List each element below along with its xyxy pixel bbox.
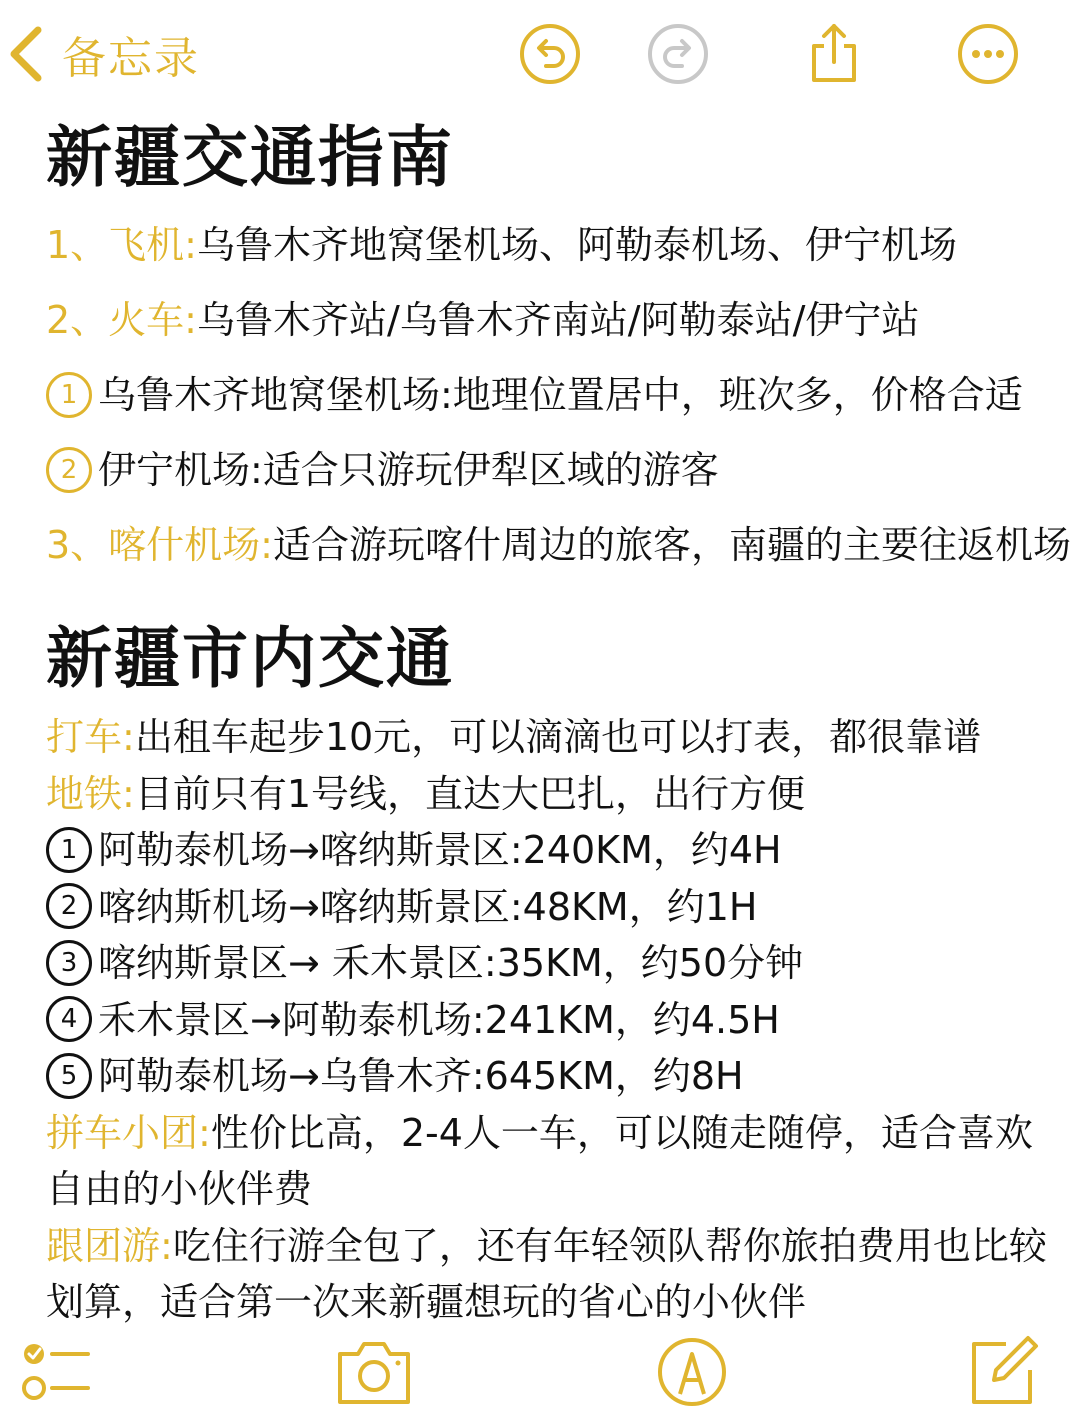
item-text: 目前只有1号线，直达大巴扎，出行方便 [134, 771, 805, 816]
share-icon [802, 22, 866, 86]
undo-icon [518, 22, 582, 86]
list-item [46, 1105, 1056, 1218]
item-label: 拼车小团: [46, 1110, 211, 1155]
route-text: 喀纳斯景区→ 禾木景区:35KM，约50分钟 [98, 941, 804, 985]
list-item [46, 508, 1071, 583]
item-text: 吃住行游全包了，还有年轻领队帮你旅拍费用也比较划算，适合第一次来新疆想玩的省心的小伙伴 [46, 1223, 1047, 1324]
back-button[interactable] [6, 22, 200, 86]
item-text: 性价比高，2-4人一车，可以随走随停，适合喜欢自由的小伙伴费 [46, 1110, 1033, 1211]
redo-icon [646, 22, 710, 86]
number-badge: 3 [46, 940, 92, 986]
back-label: 备忘录 [62, 33, 200, 84]
markup-icon [652, 1332, 732, 1412]
item-label: 地铁: [46, 771, 135, 816]
redo-button[interactable] [646, 22, 710, 86]
number-badge: 1 [46, 827, 92, 873]
share-button[interactable] [802, 22, 866, 86]
route-item [46, 1048, 1056, 1105]
item-text: 乌鲁木齐地窝堡机场:地理位置居中，班次多，价格合适 [98, 373, 1023, 417]
checklist-button[interactable] [14, 1332, 94, 1412]
bottom-toolbar [0, 1328, 1080, 1424]
route-item [46, 992, 1056, 1049]
undo-button[interactable] [518, 22, 582, 86]
item-label: 打车: [46, 715, 135, 759]
list-item [46, 766, 1056, 823]
note-body[interactable] [46, 112, 1071, 1331]
route-text: 阿勒泰机场→乌鲁木齐:645KM，约8H [98, 1054, 744, 1098]
item-label: 跟团游: [46, 1223, 173, 1268]
list-item [46, 283, 1056, 358]
checklist-icon [14, 1332, 94, 1412]
route-text: 喀纳斯机场→喀纳斯景区:48KM，约1H [98, 884, 758, 929]
route-text: 阿勒泰机场→喀纳斯景区:240KM，约4H [98, 828, 782, 872]
item-text: 出租车起步10元，可以滴滴也可以打表，都很靠谱 [134, 715, 982, 759]
nav-bar [0, 0, 1080, 108]
camera-icon [334, 1332, 414, 1412]
section-title: 新疆市内交通 [46, 620, 454, 697]
list-item [46, 208, 1056, 283]
list-item [46, 709, 1056, 766]
route-text: 禾木景区→阿勒泰机场:241KM，约4.5H [98, 997, 780, 1042]
item-text: 适合游玩喀什周边的旅客，南疆的主要往返机场 [272, 523, 1071, 567]
item-text: 乌鲁木齐地窝堡机场、阿勒泰机场、伊宁机场 [196, 223, 957, 267]
camera-button[interactable] [334, 1332, 414, 1412]
item-label: 3、喀什机场: [46, 523, 273, 567]
item-text: 乌鲁木齐站/乌鲁木齐南站/阿勒泰站/伊宁站 [196, 298, 920, 342]
item-label: 1、飞机: [46, 223, 197, 267]
route-item [46, 822, 1056, 879]
more-button[interactable] [956, 22, 1020, 86]
item-label: 2、火车: [46, 298, 197, 342]
number-badge: 4 [46, 996, 92, 1042]
markup-button[interactable] [652, 1332, 732, 1412]
chevron-left-icon [6, 24, 46, 84]
item-text: 伊宁机场:适合只游玩伊犁区域的游客 [98, 448, 719, 492]
number-badge: 1 [46, 372, 92, 418]
list-item [46, 358, 1056, 433]
compose-button[interactable] [962, 1332, 1042, 1412]
number-badge: 2 [46, 447, 92, 493]
list-item [46, 433, 1056, 508]
number-badge: 2 [46, 883, 92, 929]
compose-icon [962, 1332, 1042, 1412]
more-icon [956, 22, 1020, 86]
route-item [46, 879, 1056, 936]
list-item [46, 1218, 1056, 1331]
note-title: 新疆交通指南 [46, 119, 454, 196]
route-item [46, 935, 1056, 992]
number-badge: 5 [46, 1053, 92, 1099]
